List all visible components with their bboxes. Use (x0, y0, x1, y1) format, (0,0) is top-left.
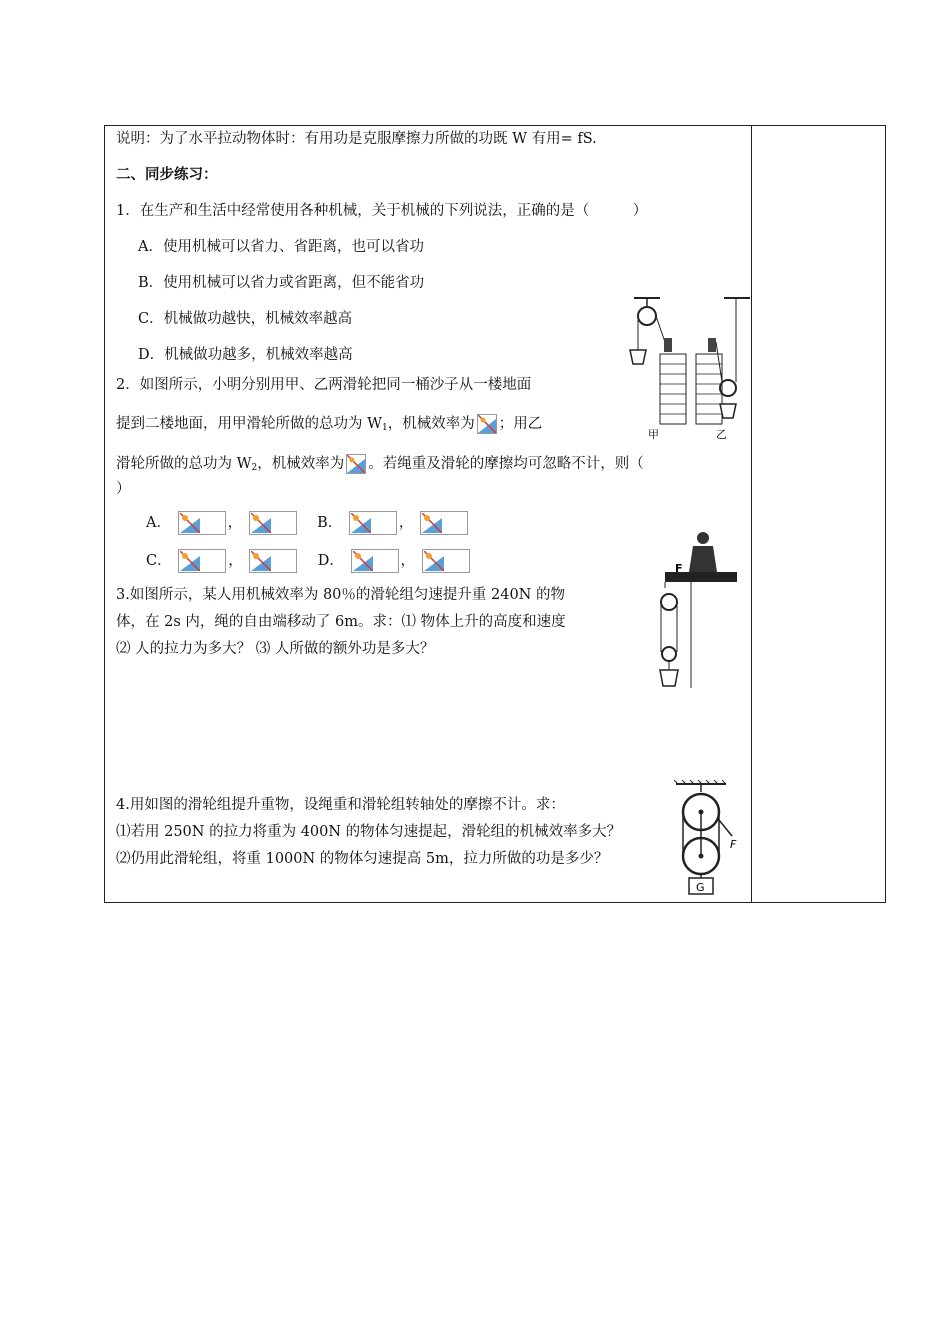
q1-option-d: D．机械做功越多，机械效率越高 (138, 347, 353, 363)
q2-options-row2: C． ， D． ， (146, 549, 472, 573)
q3-line3: ⑵ 人的拉力为多大？ ⑶ 人所做的额外功是多大？ (116, 641, 435, 657)
option-image-placeholder (178, 549, 226, 573)
q4-pulley-block-figure (672, 780, 742, 898)
q3-line1: 3.如图所示，某人用机械效率为 80％的滑轮组匀速提升重 240N 的物 (116, 587, 565, 603)
option-image-placeholder (349, 511, 397, 535)
option-image-placeholder (249, 511, 297, 535)
q3-line2: 体，在 2s 内，绳的自由端移动了 6m。求：⑴ 物体上升的高度和速度 (116, 614, 566, 630)
q2-line2: 提到二楼地面，用甲滑轮所做的总功为 $W_1$，机械效率为 ；用乙 (116, 416, 543, 433)
column-divider (751, 125, 752, 903)
option-image-placeholder (420, 511, 468, 535)
q4-figure-weight-label: G (696, 881, 705, 894)
q2-pulley-figure (620, 292, 760, 442)
q2-line1: 2．如图所示，小明分别用甲、乙两滑轮把同一桶沙子从一楼地面 (116, 377, 532, 393)
option-image-placeholder (249, 549, 297, 573)
q1-stem: 1．在生产和生活中经常使用各种机械，关于机械的下列说法，正确的是（ ） (116, 203, 648, 219)
option-image-placeholder (351, 549, 399, 573)
q2-line3: 滑轮所做的总功为 $W_2$，机械效率为 。若绳重及滑轮的摩擦均可忽略不计，则（ (116, 456, 644, 473)
section-title: 二、同步练习： (116, 167, 218, 183)
q2-options-row1: A． ， B． ， (146, 511, 470, 535)
q4-line1: 4.用如图的滑轮组提升重物，设绳重和滑轮组转轴处的摩擦不计。求： (116, 797, 565, 813)
efficiency-image-placeholder (346, 454, 366, 474)
q2-figure-label-left: 甲 (648, 428, 659, 441)
q3-worker-pulley-figure (645, 528, 745, 698)
option-image-placeholder (422, 549, 470, 573)
q1-option-b: B．使用机械可以省力或省距离，但不能省功 (138, 275, 425, 291)
q1-option-a: A．使用机械可以省力、省距离，也可以省功 (138, 239, 424, 255)
q2-figure-label-right: 乙 (716, 428, 727, 441)
q3-figure-force-label: F (675, 562, 683, 575)
q4-line2: ⑴若用 250N 的拉力将重为 400N 的物体匀速提起，滑轮组的机械效率多大？ (116, 824, 622, 840)
q4-line3: ⑵仍用此滑轮组，将重 1000N 的物体匀速提高 5m，拉力所做的功是多少？ (116, 851, 609, 867)
q4-figure-force-label: F (730, 838, 737, 851)
q2-line4: ） (116, 481, 131, 497)
q1-option-c: C．机械做功越快，机械效率越高 (138, 311, 353, 327)
efficiency-image-placeholder (477, 414, 497, 434)
note-text: 说明：为了水平拉动物体时：有用功是克服摩擦力所做的功既 W 有用= fS. (116, 131, 597, 147)
option-image-placeholder (178, 511, 226, 535)
